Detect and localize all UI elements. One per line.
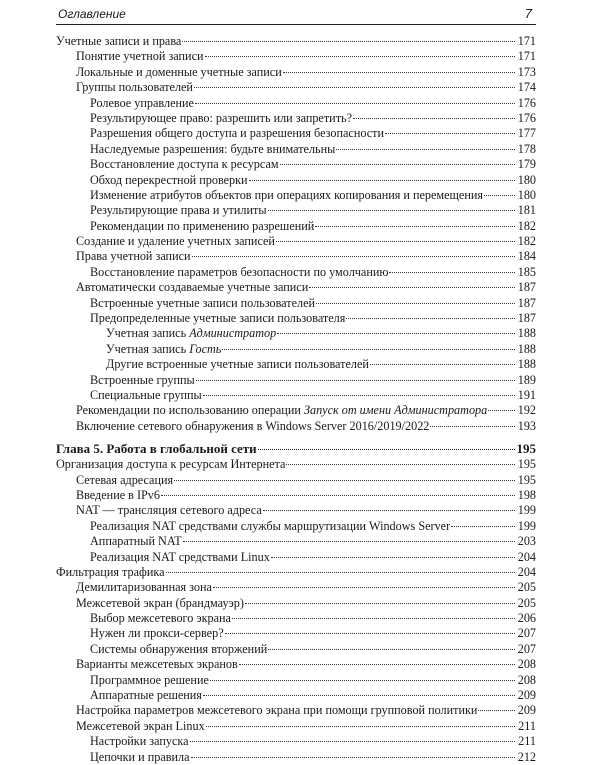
toc-entry[interactable] (56, 219, 536, 234)
toc-entry-title (90, 265, 388, 280)
toc-entry-title-text: Результирующее право: разрешить или запретить? (90, 110, 352, 125)
toc-entry-page-number: 191 (517, 387, 536, 402)
toc-dot-leader (195, 103, 515, 104)
toc-entry-page-number: 211 (518, 718, 536, 733)
toc-dot-leader (286, 464, 515, 465)
toc-entry-page-number: 193 (517, 418, 536, 433)
toc-dot-leader (353, 118, 515, 119)
toc-entry[interactable] (56, 326, 536, 341)
toc-entry-title (56, 457, 285, 472)
toc-entry[interactable] (56, 403, 536, 418)
toc-entry[interactable] (56, 80, 536, 95)
toc-entry-title (76, 503, 262, 518)
toc-entry-title-text: Результирующие права и утилиты (90, 203, 267, 218)
toc-entry[interactable] (56, 596, 536, 611)
toc-entry-title-text: Демилитаризованная зона (76, 580, 212, 595)
toc-dot-leader (196, 380, 515, 381)
toc-dot-leader (389, 272, 515, 273)
toc-dot-leader (192, 256, 515, 257)
toc-entry-title-italic: Гость (189, 341, 222, 356)
toc-entry-page-number: 173 (517, 64, 536, 79)
toc-entry-title (90, 519, 450, 534)
toc-entry-title (90, 311, 345, 326)
toc-entry-title (90, 142, 335, 157)
toc-entry-title-text: Системы обнаружения вторжений (90, 641, 268, 656)
toc-entry-title-text: Учетная запись (106, 341, 190, 356)
toc-entry-page-number: 211 (518, 734, 536, 749)
toc-entry-page-number: 182 (517, 234, 536, 249)
toc-entry-title-text: Встроенные группы (90, 372, 195, 387)
page-header (56, 4, 536, 25)
toc-dot-leader (203, 395, 515, 396)
toc-entry[interactable] (56, 626, 536, 641)
toc-entry[interactable] (56, 673, 536, 688)
toc-entry-page-number: 209 (517, 688, 536, 703)
toc-entry-page-number: 187 (517, 280, 536, 295)
toc-entry[interactable] (56, 734, 536, 749)
toc-entry-title-text: Локальные и доменные учетные записи (76, 64, 282, 79)
toc-dot-leader (370, 364, 515, 365)
toc-entry[interactable] (56, 311, 536, 326)
toc-dot-leader (488, 410, 515, 411)
toc-entry-page-number: 174 (517, 80, 536, 95)
toc-entry[interactable] (56, 719, 536, 734)
toc-dot-leader (430, 426, 515, 427)
toc-entry-title-text: Сетевая адресация (76, 472, 174, 487)
toc-entry[interactable] (56, 473, 536, 488)
toc-entry-title (106, 357, 369, 372)
toc-entry-title (76, 657, 238, 672)
toc-entry-page-number: 176 (517, 95, 536, 110)
toc-entry[interactable] (56, 126, 536, 141)
toc-entry-title-text: Выбор межсетевого экрана (90, 611, 231, 626)
toc-dot-leader (190, 741, 515, 742)
toc-entry-title-text: Фильтрация трафика (56, 564, 165, 579)
toc-entry[interactable] (56, 49, 536, 64)
toc-entry[interactable] (56, 234, 536, 249)
toc-entry-title (90, 688, 202, 703)
toc-entry-title-text: Специальные группы (90, 387, 202, 402)
toc-entry-page-number: 188 (517, 341, 536, 356)
toc-entry[interactable] (56, 703, 536, 718)
toc-entry-title-text: Группы пользователей (76, 80, 193, 95)
toc-entry-page-number: 207 (517, 641, 536, 656)
toc-entry-page-number: 205 (517, 595, 536, 610)
toc-entry[interactable] (56, 750, 536, 765)
toc-entry-title (90, 296, 315, 311)
toc-entry-page-number: 204 (517, 564, 536, 579)
toc-entry[interactable] (56, 611, 536, 626)
toc-entry-title-text: Автоматически создаваемые учетные записи (76, 280, 309, 295)
toc-entry[interactable] (56, 188, 536, 203)
toc-dot-leader (182, 41, 515, 42)
toc-entry-page-number: 195 (516, 441, 536, 457)
toc-entry-title-text: Обход перекрестной проверки (90, 172, 248, 187)
toc-entry-title (90, 173, 248, 188)
toc-entry[interactable] (56, 65, 536, 80)
toc-entry-title (56, 565, 165, 580)
toc-entry[interactable] (56, 457, 536, 472)
toc-entry-title-text: Аппаратные решения (90, 688, 202, 703)
toc-dot-leader (283, 72, 515, 73)
toc-entry[interactable] (56, 111, 536, 126)
toc-entry-title (90, 96, 194, 111)
toc-entry-title (76, 234, 275, 249)
toc-entry-title (76, 49, 204, 64)
toc-dot-leader (268, 210, 515, 211)
toc-entry-title-text: Встроенные учетные записи пользователей (90, 295, 316, 310)
toc-entry-title-text: Программное решение (90, 672, 209, 687)
toc-entry-title-text: Права учетной записи (76, 249, 191, 264)
toc-entry-page-number: 187 (517, 311, 536, 326)
toc-entry-title (90, 734, 189, 749)
toc-entry-title-text: Разрешения общего доступа и разрешения безопасности (90, 126, 384, 141)
toc-entry[interactable] (56, 388, 536, 403)
toc-entry-title-text: Учетные записи и права (56, 34, 182, 48)
toc-chapter-entry[interactable] (56, 440, 536, 457)
toc-dot-leader (346, 318, 515, 319)
toc-entry-page-number: 171 (517, 34, 536, 48)
toc-dot-leader (183, 541, 515, 542)
toc-dot-leader (225, 633, 515, 634)
toc-dot-leader (280, 164, 515, 165)
toc-entry[interactable] (56, 357, 536, 372)
toc-dot-leader (210, 680, 515, 681)
toc-dot-leader (258, 449, 515, 450)
toc-entry-title (90, 673, 209, 688)
toc-dot-leader (203, 695, 515, 696)
toc-dot-leader (213, 587, 515, 588)
toc-entry-page-number: 192 (517, 403, 536, 418)
toc-entry-title-text: Организация доступа к ресурсам Интернета (56, 457, 286, 472)
toc-entry-title (106, 326, 276, 341)
toc-entry[interactable] (56, 419, 536, 434)
toc-entry[interactable] (56, 642, 536, 657)
toc-entry-title (90, 188, 483, 203)
toc-entry-title (90, 157, 279, 172)
toc-entry-page-number: 212 (517, 749, 536, 764)
toc-entry-title-text: Рекомендации по применению разрешений (90, 218, 315, 233)
toc-entry-title-text: Другие встроенные учетные записи пользователей (106, 357, 369, 372)
toc-entry[interactable] (56, 173, 536, 188)
running-head-section: Оглавление (58, 7, 126, 21)
toc-dot-leader (205, 56, 515, 57)
toc-dot-leader (222, 349, 515, 350)
toc-dot-leader (194, 87, 515, 88)
toc-entry-title (90, 373, 195, 388)
toc-entry-page-number: 199 (517, 518, 536, 533)
toc-entry-title (76, 580, 212, 595)
toc-entry-title-text: NAT — трансляция сетевого адреса (76, 503, 262, 518)
toc-entry-title (76, 80, 193, 95)
toc-entry-title (76, 65, 282, 80)
toc-entry-title (76, 719, 205, 734)
toc-dot-leader (245, 603, 515, 604)
toc-entry-page-number: 184 (517, 249, 536, 264)
toc-dot-leader (451, 526, 515, 527)
toc-entry-title-text: Настройка параметров межсетевого экрана при помощи групповой политики (76, 703, 478, 718)
toc-entry-title (106, 342, 221, 357)
toc-entry-title (90, 750, 190, 765)
toc-entry-title (76, 473, 173, 488)
toc-entry-title (90, 388, 202, 403)
toc-entry-title-italic: Запуск от имени Администратора (303, 403, 488, 418)
toc-entry[interactable] (56, 296, 536, 311)
toc-entry-title (90, 126, 384, 141)
toc-entry[interactable] (56, 580, 536, 595)
toc-entry-page-number: 176 (517, 110, 536, 125)
toc-entry-title-text: Реализация NAT средствами службы маршрутизации Windows Server (90, 518, 451, 533)
table-of-contents (56, 34, 536, 765)
toc-entry-page-number: 188 (517, 326, 536, 341)
toc-entry-page-number: 195 (517, 472, 536, 487)
toc-entry-title-text: Понятие учетной записи (76, 49, 204, 64)
toc-dot-leader (161, 495, 515, 496)
toc-entry-title (76, 488, 160, 503)
toc-entry-page-number: 206 (517, 611, 536, 626)
toc-entry-page-number: 208 (517, 657, 536, 672)
toc-dot-leader (249, 180, 515, 181)
toc-entry-page-number: 208 (517, 672, 536, 687)
toc-entry-title (90, 626, 224, 641)
toc-entry-title-text: Глава 5. Работа в глобальной сети (56, 441, 257, 457)
toc-entry-page-number: 209 (517, 703, 536, 718)
toc-entry-title (76, 280, 308, 295)
toc-entry-title-text: Аппаратный NAT (90, 534, 182, 549)
toc-entry-title-text: Наследуемые разрешения: будьте внимательны (90, 141, 336, 156)
toc-entry-title-text: Восстановление доступа к ресурсам (90, 157, 279, 172)
toc-entry-page-number: 205 (517, 580, 536, 595)
toc-entry-title (90, 219, 314, 234)
toc-dot-leader (478, 710, 515, 711)
toc-entry-title (90, 550, 270, 565)
toc-entry[interactable] (56, 488, 536, 503)
toc-dot-leader (174, 480, 515, 481)
toc-entry-title (76, 703, 477, 718)
toc-entry-title-text: Включение сетевого обнаружения в Windows Server 2016/2019/2022 (76, 418, 430, 433)
toc-entry-page-number: 189 (517, 372, 536, 387)
toc-dot-leader (271, 557, 515, 558)
toc-entry-title (90, 611, 231, 626)
toc-entry[interactable] (56, 342, 536, 357)
toc-entry-page-number: 182 (517, 218, 536, 233)
toc-entry[interactable] (56, 688, 536, 703)
toc-dot-leader (206, 726, 515, 727)
toc-entry-title (90, 111, 352, 126)
toc-entry-title-text: Настройки запуска (90, 734, 189, 749)
toc-entry-page-number: 185 (517, 264, 536, 279)
toc-entry-title-text: Реализация NAT средствами Linux (90, 549, 270, 564)
toc-dot-leader (385, 133, 515, 134)
toc-entry[interactable] (56, 519, 536, 534)
toc-dot-leader (232, 618, 515, 619)
toc-entry-title-text: Межсетевой экран (брандмауэр) (76, 595, 244, 610)
toc-dot-leader (309, 287, 515, 288)
toc-entry-title (56, 34, 181, 49)
toc-entry[interactable] (56, 142, 536, 157)
toc-entry-title-text: Варианты межсетевых экранов (76, 657, 238, 672)
toc-dot-leader (484, 195, 515, 196)
toc-entry-title (76, 249, 191, 264)
toc-entry-title (76, 403, 487, 418)
toc-entry-page-number: 177 (517, 126, 536, 141)
toc-entry[interactable] (56, 203, 536, 218)
toc-entry[interactable] (56, 96, 536, 111)
toc-entry[interactable] (56, 550, 536, 565)
toc-entry[interactable] (56, 565, 536, 580)
toc-entry[interactable] (56, 34, 536, 49)
toc-entry-page-number: 199 (517, 503, 536, 518)
toc-entry-page-number: 207 (517, 626, 536, 641)
toc-entry-title-text: Восстановление параметров безопасности по умолчанию (90, 264, 389, 279)
toc-dot-leader (336, 149, 515, 150)
toc-entry[interactable] (56, 657, 536, 672)
toc-entry-title-text: Учетная запись (106, 326, 190, 341)
toc-entry-page-number: 180 (517, 172, 536, 187)
toc-entry-title (76, 419, 429, 434)
toc-entry-title (56, 440, 257, 457)
toc-dot-leader (268, 649, 515, 650)
toc-entry-title-text: Введение в IPv6 (76, 487, 160, 502)
toc-entry-page-number: 180 (517, 187, 536, 202)
toc-entry[interactable] (56, 534, 536, 549)
toc-entry-title-text: Цепочки и правила (90, 749, 190, 764)
toc-dot-leader (315, 226, 515, 227)
toc-dot-leader (239, 664, 515, 665)
toc-dot-leader (277, 333, 515, 334)
toc-entry-page-number: 178 (517, 141, 536, 156)
toc-entry[interactable] (56, 503, 536, 518)
toc-dot-leader (276, 241, 515, 242)
toc-entry-title (76, 596, 244, 611)
toc-dot-leader (166, 572, 515, 573)
toc-entry[interactable] (56, 249, 536, 264)
toc-entry-page-number: 181 (517, 203, 536, 218)
toc-entry-page-number: 187 (517, 295, 536, 310)
toc-entry-title-text: Рекомендации по использованию операции (76, 403, 304, 418)
toc-entry-page-number: 203 (517, 534, 536, 549)
toc-entry-title-text: Ролевое управление (90, 95, 194, 110)
running-head-page-number: 7 (524, 6, 532, 21)
toc-entry-page-number: 171 (517, 49, 536, 64)
toc-entry-title-text: Нужен ли прокси-сервер? (90, 626, 224, 641)
toc-entry-page-number: 198 (517, 487, 536, 502)
toc-entry-title-text: Межсетевой экран Linux (76, 718, 205, 733)
toc-entry-page-number: 188 (517, 357, 536, 372)
toc-entry-page-number: 204 (517, 549, 536, 564)
toc-dot-leader (191, 757, 516, 758)
toc-entry[interactable] (56, 157, 536, 172)
toc-entry-page-number: 179 (517, 157, 536, 172)
toc-entry-title (90, 203, 267, 218)
toc-entry[interactable] (56, 373, 536, 388)
toc-entry[interactable] (56, 265, 536, 280)
toc-entry-title (90, 642, 267, 657)
toc-entry-title (90, 534, 182, 549)
toc-entry-title-text: Создание и удаление учетных записей (76, 234, 275, 249)
toc-entry-title-text: Изменение атрибутов объектов при операциях копирования и перемещения (90, 187, 483, 202)
toc-dot-leader (263, 510, 515, 511)
toc-entry-title-text: Предопределенные учетные записи пользователя (90, 311, 346, 326)
toc-entry-page-number: 195 (517, 457, 536, 472)
toc-dot-leader (316, 303, 515, 304)
toc-entry-title-italic: Администратор (189, 326, 277, 341)
toc-entry[interactable] (56, 280, 536, 295)
